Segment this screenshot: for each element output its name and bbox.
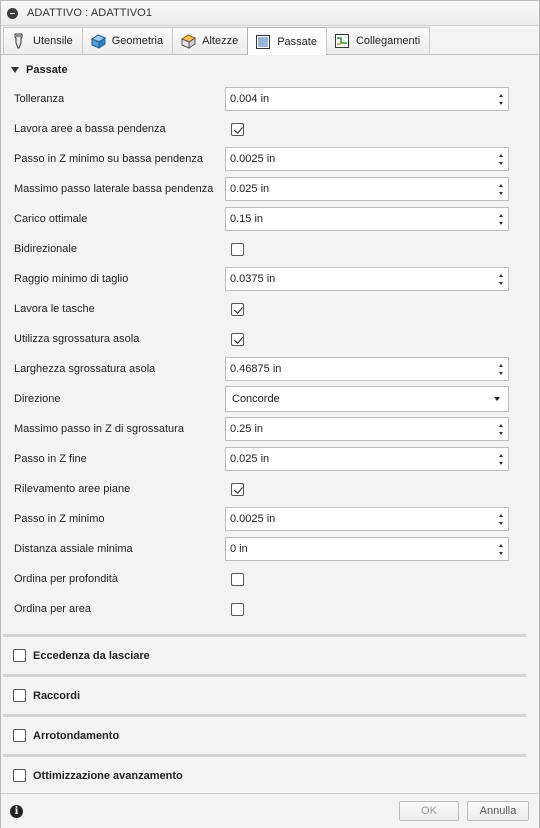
input-value[interactable]: 0.025 in bbox=[230, 183, 270, 195]
tab-label: Collegamenti bbox=[355, 35, 421, 47]
parameter-row bbox=[2, 264, 528, 294]
footer-bar bbox=[1, 793, 539, 828]
parameter-label: Passo in Z minimo su bassa pendenza bbox=[14, 153, 203, 165]
spinner-arrows[interactable] bbox=[494, 448, 508, 470]
parameter-label: Utilizza sgrossatura asola bbox=[14, 333, 140, 345]
value-input[interactable] bbox=[225, 417, 509, 441]
cancel-button[interactable]: Annulla bbox=[467, 801, 529, 821]
parameter-row bbox=[2, 594, 528, 624]
spin-down-icon[interactable] bbox=[499, 432, 503, 435]
spin-down-icon[interactable] bbox=[499, 462, 503, 465]
spinner-arrows[interactable] bbox=[494, 88, 508, 110]
tab-altezze[interactable] bbox=[172, 27, 248, 54]
input-value[interactable]: 0.25 in bbox=[230, 423, 264, 435]
ok-button[interactable]: OK bbox=[399, 801, 459, 821]
tool-icon bbox=[10, 32, 28, 50]
spin-up-icon[interactable] bbox=[499, 544, 503, 547]
input-value[interactable]: 0.025 in bbox=[230, 453, 270, 465]
collapsed-group[interactable] bbox=[2, 757, 528, 794]
tab-label: Passate bbox=[277, 35, 317, 48]
checkbox[interactable] bbox=[231, 243, 244, 256]
input-value[interactable]: 0.0375 in bbox=[230, 273, 276, 285]
parameter-label: Massimo passo laterale bassa pendenza bbox=[14, 183, 214, 195]
parameter-row bbox=[2, 234, 528, 264]
collapsed-group[interactable] bbox=[2, 677, 528, 714]
spin-up-icon[interactable] bbox=[499, 154, 503, 157]
parameter-label: Direzione bbox=[14, 393, 61, 405]
input-value[interactable]: 0.46875 in bbox=[230, 363, 282, 375]
group-checkbox[interactable] bbox=[13, 689, 26, 702]
collapsed-group[interactable] bbox=[2, 717, 528, 754]
close-icon[interactable] bbox=[7, 8, 18, 19]
passes-icon bbox=[254, 33, 272, 51]
parameter-row bbox=[2, 114, 528, 144]
parameter-row bbox=[2, 474, 528, 504]
group-label: Eccedenza da lasciare bbox=[33, 649, 150, 662]
parameter-row bbox=[2, 144, 528, 174]
spin-down-icon[interactable] bbox=[499, 522, 503, 525]
parameter-label: Passo in Z minimo bbox=[14, 513, 105, 525]
checkbox[interactable] bbox=[231, 483, 244, 496]
input-value[interactable]: 0 in bbox=[230, 543, 248, 555]
checkbox[interactable] bbox=[231, 333, 244, 346]
window-title: ADATTIVO : ADATTIVO1 bbox=[27, 7, 153, 19]
parameter-label: Ordina per profondità bbox=[14, 573, 118, 585]
scrollbar[interactable] bbox=[526, 56, 538, 792]
parameter-row bbox=[2, 204, 528, 234]
value-input[interactable] bbox=[225, 177, 509, 201]
checkbox[interactable] bbox=[231, 123, 244, 136]
parameter-row bbox=[2, 414, 528, 444]
value-input[interactable] bbox=[225, 87, 509, 111]
checkbox[interactable] bbox=[231, 573, 244, 586]
group-label: Arrotondamento bbox=[33, 729, 120, 742]
spin-up-icon[interactable] bbox=[499, 424, 503, 427]
passate-panel bbox=[2, 56, 528, 794]
spin-up-icon[interactable] bbox=[499, 274, 503, 277]
parameter-label: Passo in Z fine bbox=[14, 453, 87, 465]
value-input[interactable] bbox=[225, 207, 509, 231]
select-value[interactable]: Concorde bbox=[232, 393, 280, 405]
spinner-arrows[interactable] bbox=[494, 148, 508, 170]
parameter-row bbox=[2, 324, 528, 354]
spin-up-icon[interactable] bbox=[499, 364, 503, 367]
tab-passate[interactable] bbox=[247, 27, 327, 55]
tab-utensile[interactable] bbox=[3, 27, 83, 54]
parameter-label: Lavora aree a bassa pendenza bbox=[14, 123, 166, 135]
group-checkbox[interactable] bbox=[13, 769, 26, 782]
spin-down-icon[interactable] bbox=[499, 162, 503, 165]
parameter-label: Lavora le tasche bbox=[14, 303, 95, 315]
spin-down-icon[interactable] bbox=[499, 282, 503, 285]
spinner-arrows[interactable] bbox=[494, 358, 508, 380]
spin-down-icon[interactable] bbox=[499, 552, 503, 555]
spinner-arrows[interactable] bbox=[494, 208, 508, 230]
spin-up-icon[interactable] bbox=[499, 94, 503, 97]
parameter-label: Massimo passo in Z di sgrossatura bbox=[14, 423, 184, 435]
tab-label: Utensile bbox=[33, 35, 73, 47]
section-header-passate[interactable] bbox=[2, 56, 528, 84]
value-input[interactable] bbox=[225, 267, 509, 291]
parameter-label: Raggio minimo di taglio bbox=[14, 273, 129, 285]
input-value[interactable]: 0.0025 in bbox=[230, 513, 276, 525]
tab-collegamenti[interactable] bbox=[326, 27, 430, 54]
spin-down-icon[interactable] bbox=[499, 372, 503, 375]
spinner-arrows[interactable] bbox=[494, 508, 508, 530]
direction-select[interactable] bbox=[225, 386, 509, 412]
spin-down-icon[interactable] bbox=[499, 192, 503, 195]
spin-down-icon[interactable] bbox=[499, 102, 503, 105]
value-input[interactable] bbox=[225, 447, 509, 471]
collapse-triangle-icon[interactable] bbox=[11, 67, 19, 73]
spin-up-icon[interactable] bbox=[499, 454, 503, 457]
value-input[interactable] bbox=[225, 357, 509, 381]
linking-icon bbox=[333, 32, 351, 50]
group-list bbox=[2, 634, 528, 794]
parameter-label: Carico ottimale bbox=[14, 213, 88, 225]
group-checkbox[interactable] bbox=[13, 729, 26, 742]
heights-icon bbox=[179, 32, 197, 50]
parameter-label: Larghezza sgrossatura asola bbox=[14, 363, 156, 375]
spinner-arrows[interactable] bbox=[494, 178, 508, 200]
parameter-row bbox=[2, 294, 528, 324]
value-input[interactable] bbox=[225, 537, 509, 561]
input-value[interactable]: 0.004 in bbox=[230, 93, 270, 105]
parameter-label: Ordina per area bbox=[14, 603, 92, 615]
title-bar bbox=[1, 1, 539, 26]
group-label: Ottimizzazione avanzamento bbox=[33, 769, 183, 782]
checkbox[interactable] bbox=[231, 603, 244, 616]
info-icon[interactable]: i bbox=[10, 805, 23, 818]
spin-up-icon[interactable] bbox=[499, 184, 503, 187]
spinner-arrows[interactable] bbox=[494, 538, 508, 560]
parameter-row bbox=[2, 84, 528, 114]
collapsed-group[interactable] bbox=[2, 637, 528, 674]
group-label: Raccordi bbox=[33, 689, 81, 702]
parameter-row bbox=[2, 564, 528, 594]
parameter-row bbox=[2, 504, 528, 534]
parameter-list bbox=[2, 84, 528, 624]
tab-bar bbox=[1, 26, 539, 55]
input-value[interactable]: 0.15 in bbox=[230, 213, 264, 225]
spin-up-icon[interactable] bbox=[499, 214, 503, 217]
chevron-down-icon[interactable] bbox=[494, 397, 500, 401]
spinner-arrows[interactable] bbox=[494, 418, 508, 440]
parameter-row bbox=[2, 534, 528, 564]
spinner-arrows[interactable] bbox=[494, 268, 508, 290]
tab-label: Geometria bbox=[111, 35, 164, 47]
spin-up-icon[interactable] bbox=[499, 514, 503, 517]
checkbox[interactable] bbox=[231, 303, 244, 316]
group-checkbox[interactable] bbox=[13, 649, 26, 662]
parameter-row bbox=[2, 174, 528, 204]
value-input[interactable] bbox=[225, 507, 509, 531]
parameter-label: Distanza assiale minima bbox=[14, 543, 133, 555]
geometry-icon bbox=[89, 32, 107, 50]
parameter-label: Rilevamento aree piane bbox=[14, 483, 131, 495]
section-title: Passate bbox=[26, 64, 68, 76]
parameter-label: Tolleranza bbox=[14, 93, 65, 105]
value-input[interactable] bbox=[225, 147, 509, 171]
spin-down-icon[interactable] bbox=[499, 222, 503, 225]
parameter-label: Bidirezionale bbox=[14, 243, 77, 255]
input-value[interactable]: 0.0025 in bbox=[230, 153, 276, 165]
parameter-row bbox=[2, 354, 528, 384]
parameter-row bbox=[2, 384, 528, 414]
tab-label: Altezze bbox=[202, 35, 239, 47]
parameter-row bbox=[2, 444, 528, 474]
tab-geometria[interactable] bbox=[82, 27, 173, 54]
